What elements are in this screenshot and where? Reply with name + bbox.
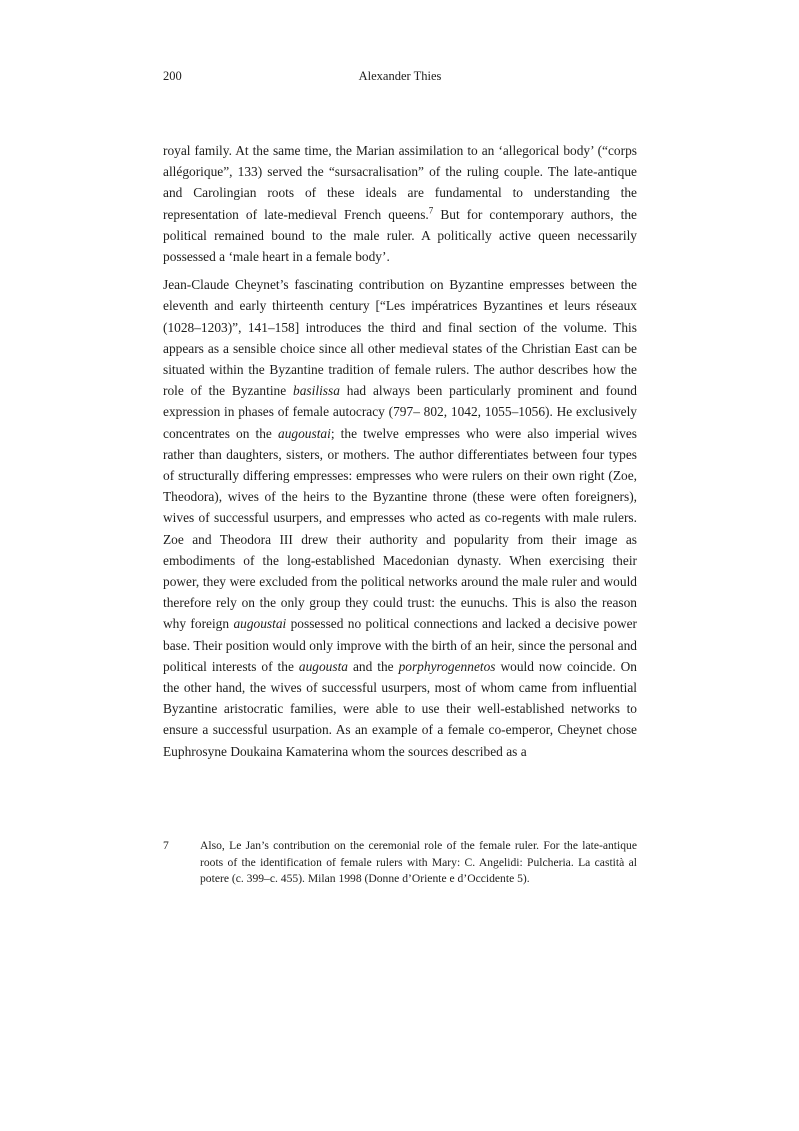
text-run: ; the twelve empresses who were also imperial wives rather than daughters, sisters, or mothers. The author differentiates between four types of structurally differing empresses: empresses who were rulers on their own right (Zoe, Theodora), wives of the heirs to the Byzantine throne (these were often foreigners), wives of successful usurpers, and empresses who acted as co-regents with male rulers. Zoe and Theodora III drew their authority and popularity from their image as embodiments of the long-established Macedonian dynasty. When exercising their power, they were excluded from the political networks around the male ruler and would therefore rely on the only group they could trust: the eunuchs. This is also the reason why foreign (163, 425, 638, 632)
main-text (163, 140, 637, 762)
text-run: would now coincide. On the other hand, the wives of successful usurpers, most of whom came from influential Byzantine aristocratic families, were able to use their well-established networks to ensure a successful usurpation. As an example of a female co-emperor, Cheynet chose Euphrosyne Doukaina Kamaterina whom the sources described as a (163, 658, 637, 759)
text-run: possessed no political connections and lacked a decisive power base. Their position would only improve with the birth of an heir, since the personal and political interests of the (163, 616, 637, 674)
text-run: But for contemporary authors, the political remained bound to the male ruler. A politically active queen necessarily possessed a ‘male heart in a female body’. (163, 206, 637, 265)
paragraph-1 (163, 140, 637, 267)
text-run: Jean-Claude Cheynet’s fascinating contribution on Byzantine empresses between the eleventh and early thirteenth century [“Les impératrices Byzantines et leurs réseaux (1028–1203)”, 141–158] introduces the third and final section of the volume. This appears as a sensible choice since all other medieval states of the Christian East can be situated within the Byzantine tradition of female rulers. The author describes how the role of the Byzantine (163, 277, 637, 399)
page-number: 200 (163, 69, 182, 83)
italic-term-augoustai: augoustai (278, 425, 331, 441)
paragraph-2 (163, 274, 637, 762)
text-run: royal family. At the same time, the Marian assimilation to an ‘allegorical body’ (“corps allégorique”, 133) served the “sursacralisation” of the ruling couple. The late-antique and Carolingian roots of these ideals are fundamental to understanding the representation of late-medieval French queens. (163, 143, 637, 222)
running-title: Alexander Thies (358, 69, 442, 83)
italic-term-augousta: augousta (298, 658, 348, 674)
footnote-section (163, 838, 637, 888)
footnote-text: Also, Le Jan’s contribution on the ceremonial role of the female ruler. For the late-antique roots of the identification of female rulers with Mary: C. Angelidi: Pulcheria. La castità al potere (c. 399–c. 455). Milan 1998 (Donne d’Oriente e d’Occidente 5). (200, 839, 637, 886)
text-run: and the (347, 658, 399, 674)
italic-term-porphyrogennetos: porphyrogennetos (398, 658, 496, 674)
footnote-ref-7: 7 (428, 205, 434, 216)
italic-term-basilissa: basilissa (293, 383, 340, 399)
footnote-7 (163, 838, 637, 888)
footnote-number: 7 (163, 839, 169, 852)
italic-term-augoustai: augoustai (233, 616, 287, 632)
text-run: had always been particularly prominent and found expression in phases of female autocracy (797– 802, 1042, 1055–1056). He exclusively concentrates on the (163, 383, 638, 441)
page-header (163, 69, 637, 84)
